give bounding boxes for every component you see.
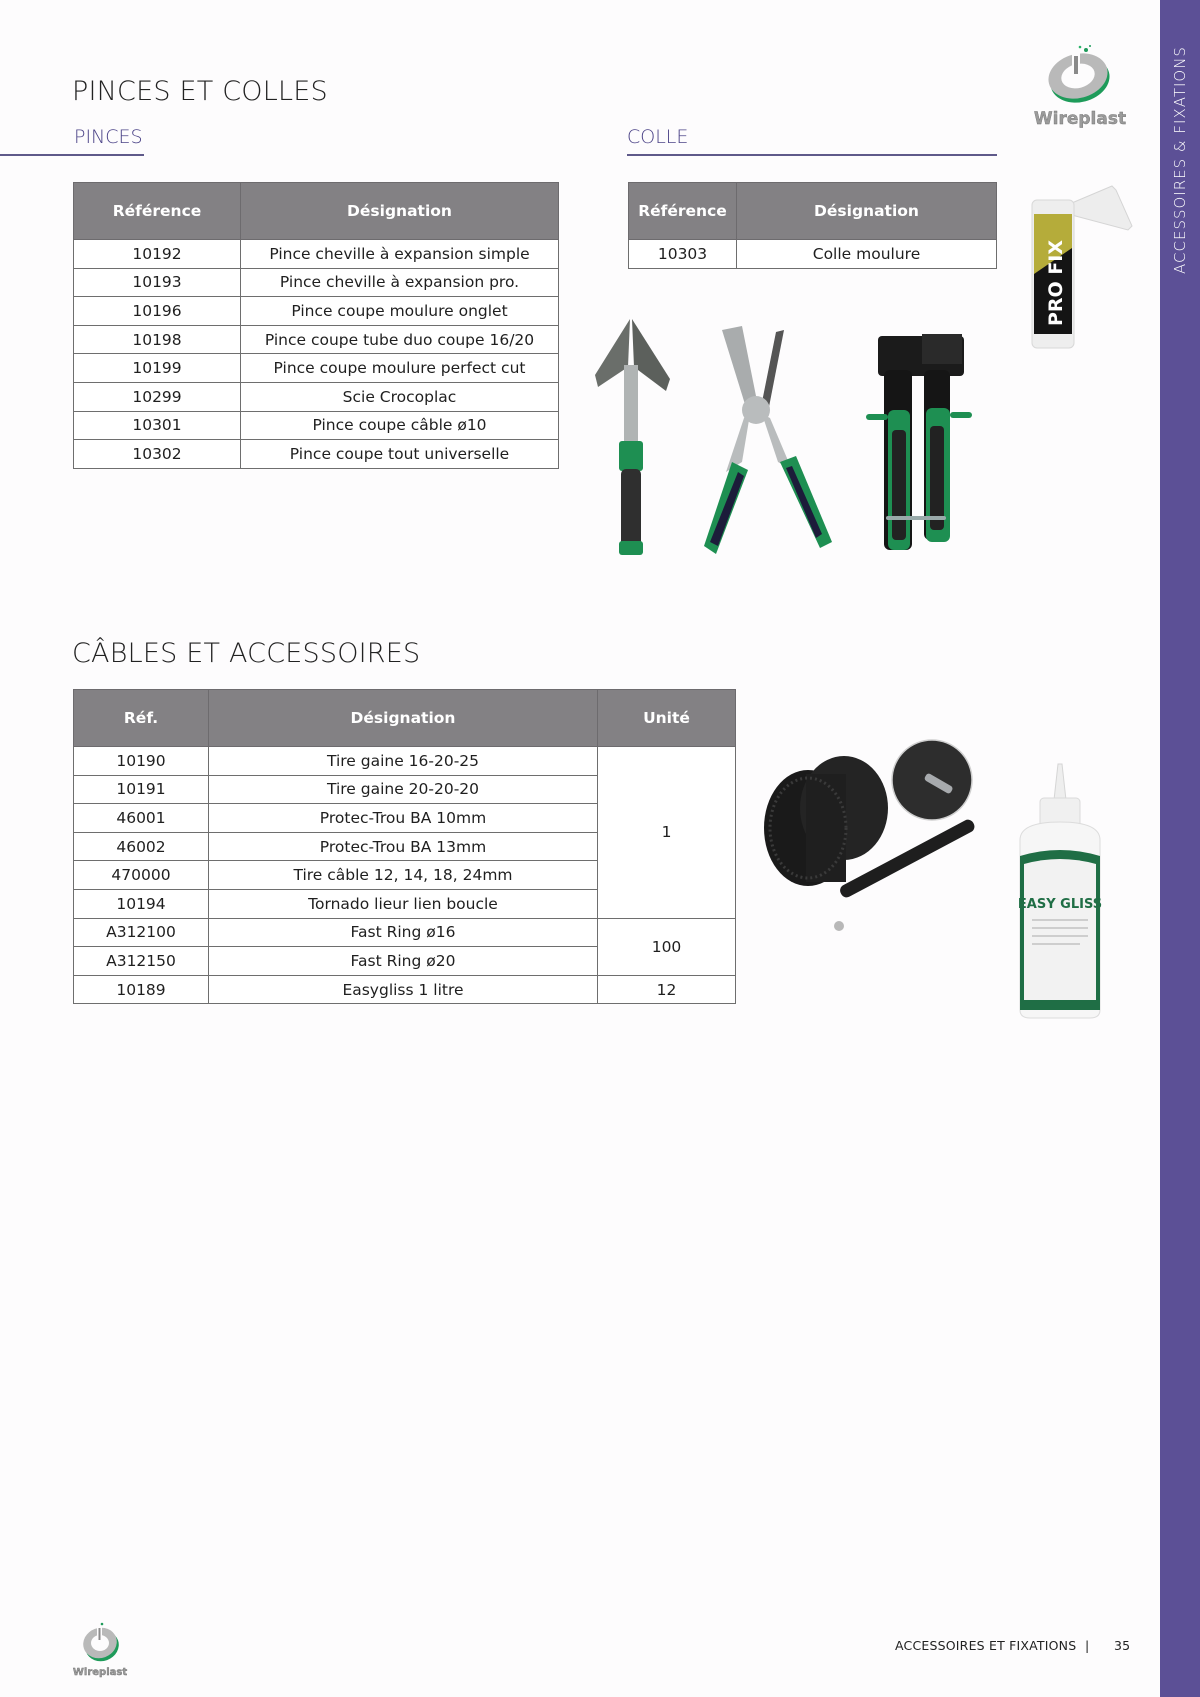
cell-designation: Scie Crocoplac [241, 382, 559, 411]
footer-section-label: ACCESSOIRES ET FIXATIONS [895, 1638, 1077, 1653]
cell-designation: Pince coupe moulure onglet [241, 297, 559, 326]
cell-designation: Fast Ring ø16 [209, 918, 598, 947]
cell-designation: Protec-Trou BA 13mm [209, 832, 598, 861]
col-header-ref: Réf. [74, 690, 209, 747]
cell-ref: 10301 [74, 411, 241, 440]
cell-unite: 1 [598, 747, 736, 919]
svg-text:Wireplast: Wireplast [72, 1667, 128, 1678]
cell-designation: Easygliss 1 litre [209, 975, 598, 1004]
cell-designation: Colle moulure [737, 240, 997, 269]
cell-designation: Fast Ring ø20 [209, 947, 598, 976]
pinces-table [73, 182, 559, 469]
cell-ref: 10302 [74, 440, 241, 469]
svg-text:EASY GLISS: EASY GLISS [1017, 897, 1103, 912]
cell-ref: 46002 [74, 832, 209, 861]
svg-text:PRO FIX: PRO FIX [1045, 239, 1067, 326]
col-header-reference: Référence [74, 183, 241, 240]
table-row [74, 918, 736, 947]
cell-designation: Pince coupe câble ø10 [241, 411, 559, 440]
footer-separator: | [1085, 1638, 1090, 1653]
table-row [74, 411, 559, 440]
subsection-title-colle: COLLE [627, 126, 689, 148]
col-header-designation: Désignation [209, 690, 598, 747]
section-title-pinces-colles: PINCES ET COLLES [72, 76, 328, 107]
col-header-designation: Désignation [737, 183, 997, 240]
cell-ref: 10189 [74, 975, 209, 1004]
pvc-trim-shear-image [698, 322, 838, 562]
easygliss-bottle-image [1010, 760, 1110, 1022]
col-header-unite: Unité [598, 690, 736, 747]
profix-cartridge-image [1024, 178, 1136, 350]
cell-designation: Pince coupe tube duo coupe 16/20 [241, 325, 559, 354]
table-row [74, 240, 559, 269]
cell-ref: 470000 [74, 861, 209, 890]
cell-ref: 10198 [74, 325, 241, 354]
cell-ref: 10194 [74, 889, 209, 918]
side-tab-label: ACCESSOIRES & FIXATIONS [1171, 46, 1189, 274]
table-row [74, 440, 559, 469]
cell-ref: 10193 [74, 268, 241, 297]
cell-designation: Pince coupe tout universelle [241, 440, 559, 469]
cell-designation: Pince coupe moulure perfect cut [241, 354, 559, 383]
cell-ref: 10303 [629, 240, 737, 269]
wire-ties-and-twister-image [756, 738, 986, 938]
table-row [74, 354, 559, 383]
wireplast-logo [1030, 44, 1130, 134]
cell-ref: 10299 [74, 382, 241, 411]
table-row [74, 268, 559, 297]
cell-ref: 10191 [74, 775, 209, 804]
table-row [74, 975, 736, 1004]
table-row [74, 382, 559, 411]
miter-shear-image [590, 315, 675, 560]
col-header-reference: Référence [629, 183, 737, 240]
footer-wireplast-logo [70, 1622, 132, 1678]
section-title-cables: CÂBLES ET ACCESSOIRES [72, 638, 421, 669]
col-header-designation: Désignation [241, 183, 559, 240]
cell-designation: Protec-Trou BA 10mm [209, 804, 598, 833]
cables-table [73, 689, 736, 1004]
cell-ref: 10196 [74, 297, 241, 326]
table-row [629, 240, 997, 269]
table-row [74, 747, 736, 776]
cell-ref: 10190 [74, 747, 209, 776]
subsection-title-pinces: PINCES [74, 126, 143, 148]
cell-designation: Tornado lieur lien boucle [209, 889, 598, 918]
cell-unite: 12 [598, 975, 736, 1004]
cell-unite: 100 [598, 918, 736, 975]
svg-text:Wireplast: Wireplast [1033, 109, 1127, 129]
colle-underline [627, 154, 997, 156]
cell-ref: 10192 [74, 240, 241, 269]
cell-designation: Pince cheville à expansion pro. [241, 268, 559, 297]
cell-ref: 10199 [74, 354, 241, 383]
cell-designation: Pince cheville à expansion simple [241, 240, 559, 269]
colle-table [628, 182, 997, 269]
cell-ref: A312100 [74, 918, 209, 947]
cell-designation: Tire câble 12, 14, 18, 24mm [209, 861, 598, 890]
table-row [74, 325, 559, 354]
cell-designation: Tire gaine 20-20-20 [209, 775, 598, 804]
expansion-anchor-pliers-image [862, 330, 982, 560]
page-number: 35 [1114, 1638, 1131, 1653]
cell-designation: Tire gaine 16-20-25 [209, 747, 598, 776]
cell-ref: A312150 [74, 947, 209, 976]
cell-ref: 46001 [74, 804, 209, 833]
table-row [74, 297, 559, 326]
pinces-underline [0, 154, 144, 156]
